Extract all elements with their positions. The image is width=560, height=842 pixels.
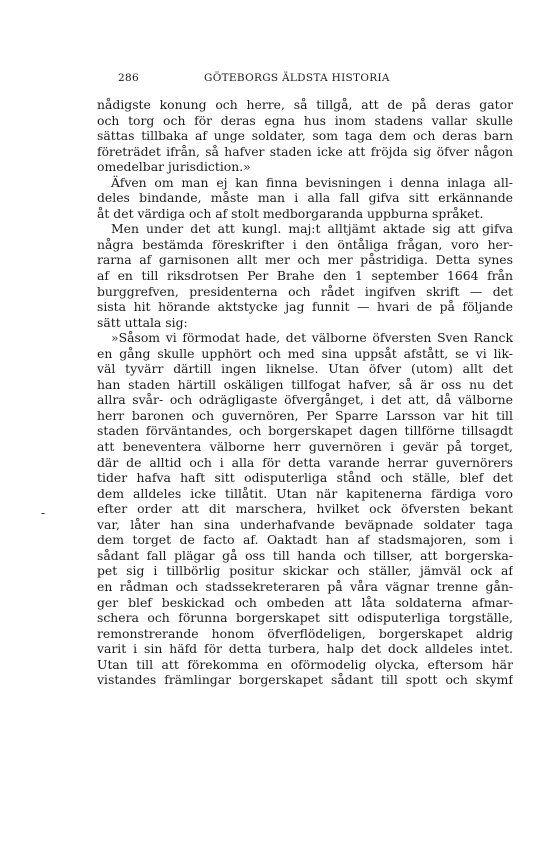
text-line: där de alltid och i alla för detta varande herrar guvernörers bbox=[97, 454, 513, 470]
text-line: sätt uttala sig: bbox=[97, 314, 188, 330]
text-line: allra svår- och odrägligaste öfvergånget, i det att, då välborne bbox=[97, 392, 513, 408]
body-text bbox=[97, 97, 513, 688]
text-line: att beneventera välborne herr guvernören i gevär på torget, bbox=[97, 439, 513, 455]
text-line: var, låter han sina underhafvande beväpnade soldater taga bbox=[97, 516, 513, 532]
text-line: vistandes främlingar borgerskapet sådant till spott och skymf bbox=[97, 672, 513, 688]
text-line: dem torget de facto af. Oaktadt han af stadsmajoren, som i bbox=[97, 532, 513, 548]
text-line: och torg och för deras egna hus inom stadens vallar skulle bbox=[97, 112, 513, 128]
text-line: sättas tillbaka af unge soldater, som taga dem och deras barn bbox=[97, 128, 513, 144]
text-line: pet sig i tillbörlig positur skickar och ställer, jämväl ock af bbox=[97, 563, 513, 579]
text-line: herr baronen och guvernören, Per Sparre Larsson var hit till bbox=[97, 407, 513, 423]
text-line: varit i sin häfd för detta turbera, halp det dock alldeles intet. bbox=[97, 641, 513, 657]
margin-mark: - bbox=[41, 506, 46, 520]
text-line: staden förväntandes, och borgerskapet dagen tillförne tillsagdt bbox=[97, 423, 513, 439]
text-line: åt det värdiga och af stolt medborgaranda uppburna språket. bbox=[97, 205, 484, 221]
text-line: en rådman och stadssekreteraren på våra vägnar trenne gån- bbox=[97, 578, 513, 594]
text-line: ger blef beskickad och ombeden att låta soldaterna afmar- bbox=[97, 594, 513, 610]
text-line: dem alldeles icke tillåtit. Utan när kapitenerna färdiga voro bbox=[97, 485, 513, 501]
text-line: en gång skulle upphört och med sina uppsåt afstått, se vi lik- bbox=[97, 345, 513, 361]
text-line: deles bindande, måste man i alla fall gifva sitt erkännande bbox=[97, 190, 513, 206]
text-line: sådant fall plägar gå oss till handa och tillser, att borgerska- bbox=[97, 547, 513, 563]
text-line: schera och förunna borgerskapet sitt odisputerliga torgställe, bbox=[97, 610, 513, 626]
text-line: »Såsom vi förmodat hade, det välborne öfversten Sven Ranck bbox=[111, 330, 513, 346]
text-line: Men under det att kungl. maj:t alltjämt aktade sig att gifva bbox=[111, 221, 513, 237]
text-line: företrädet ifrån, så hafver staden icke att fröjda sig öfver någon bbox=[97, 143, 513, 159]
text-line: sista hit hörande aktstycke jag funnit — hvari de på följande bbox=[97, 299, 513, 315]
text-line: Utan till att förekomma en oförmodelig olycka, eftersom här bbox=[97, 656, 513, 672]
text-line: väl tyvärr därtill ingen liknelse. Utan öfver (utom) allt det bbox=[97, 361, 513, 377]
text-line: nådigste konung och herre, så tillgå, att de på deras gator bbox=[97, 97, 513, 112]
text-line: burggrefven, presidenterna och rådet ingifven skrift — det bbox=[97, 283, 513, 299]
text-line: af en till riksdrotsen Per Brahe den 1 september 1664 från bbox=[97, 268, 513, 284]
running-title: GÖTEBORGS ÄLDSTA HISTORIA bbox=[204, 72, 390, 84]
text-line: omedelbar jurisdiction.» bbox=[97, 159, 251, 175]
page-number: 286 bbox=[118, 72, 139, 84]
page-header bbox=[118, 72, 502, 86]
text-line: några bestämda föreskrifter i den öntåliga frågan, voro her- bbox=[97, 236, 513, 252]
text-line: rarna af garnisonen allt mer och mer påstridiga. Detta synes bbox=[97, 252, 513, 268]
text-line: efter order att dit marschera, hvilket ock öfversten bekant bbox=[97, 501, 513, 517]
text-line: remonstrerande honom öfverflödeligen, borgerskapet aldrig bbox=[97, 625, 513, 641]
text-line: han staden härtill oskäligen tillfogat hafver, så är oss nu det bbox=[97, 376, 513, 392]
text-line: tider hafva haft sitt odisputerliga stånd och ställe, blef det bbox=[97, 470, 513, 486]
text-line: Äfven om man ej kan finna bevisningen i denna inlaga all- bbox=[111, 174, 513, 190]
